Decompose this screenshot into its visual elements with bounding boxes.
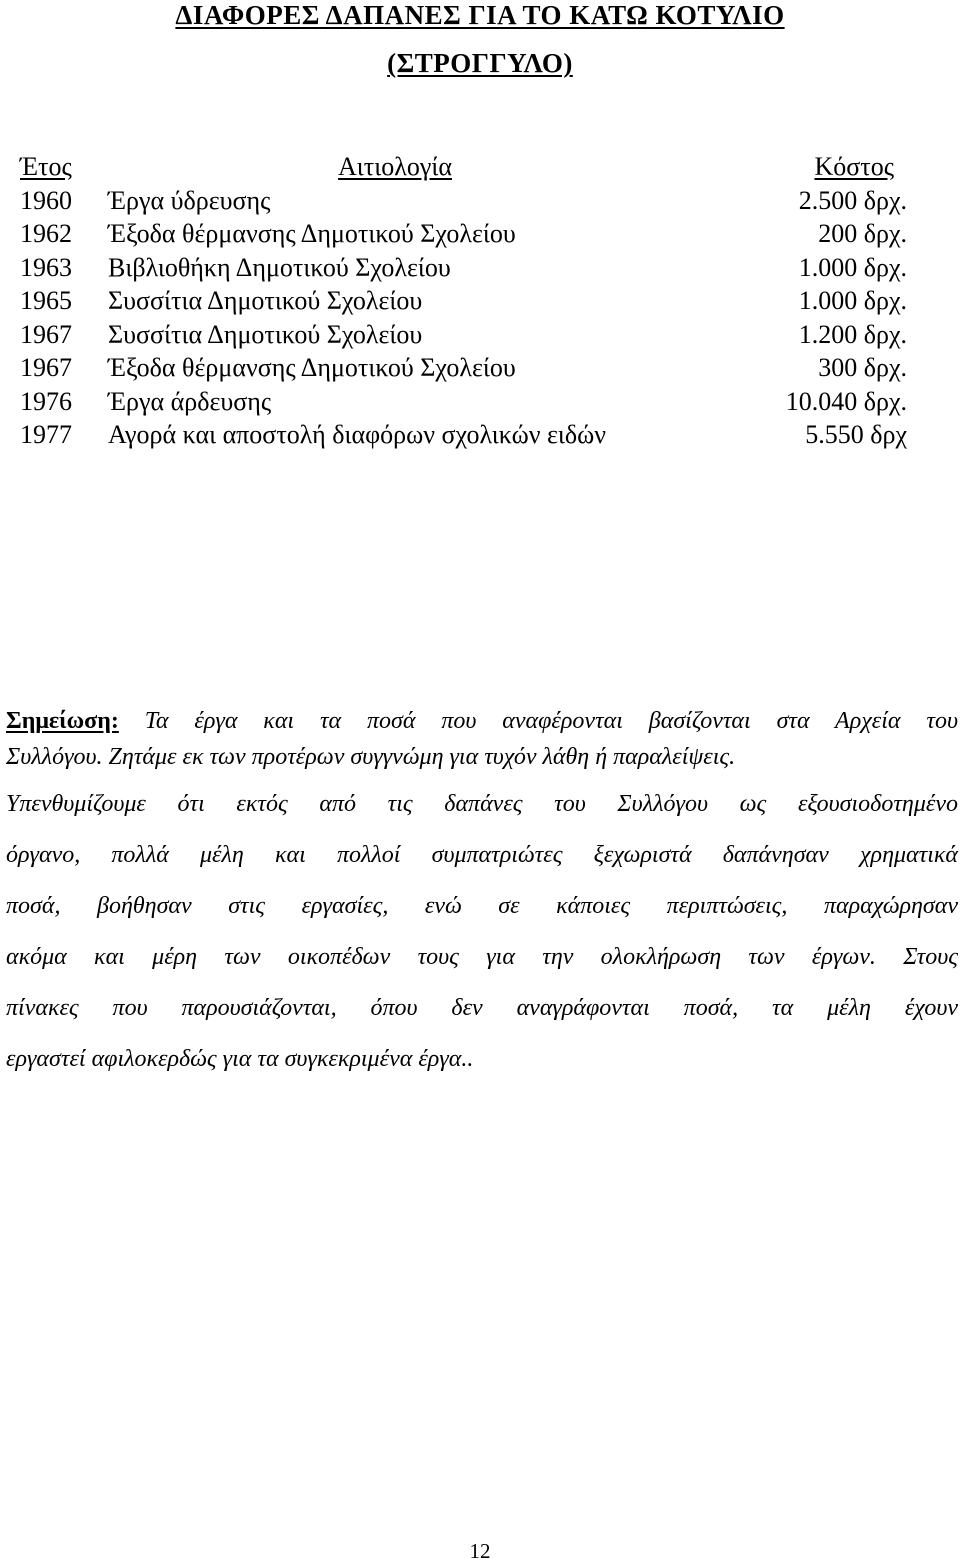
note-line	[6, 703, 958, 739]
table-row	[0, 251, 960, 285]
table-row	[0, 418, 960, 452]
row-year: 1967	[20, 353, 72, 382]
row-cost: 1.200 δρχ.	[798, 319, 907, 349]
row-year: 1965	[20, 286, 72, 315]
header-description: Αιτιολογία	[338, 152, 452, 181]
row-description: Βιβλιοθήκη Δημοτικού Σχολείου	[108, 252, 451, 282]
row-description: Αγορά και αποστολή διαφόρων σχολικών ειδών	[108, 420, 607, 449]
row-cost: 1.000 δρχ.	[798, 286, 907, 315]
row-year: 1963	[20, 252, 72, 282]
header-cost: Κόστος	[814, 152, 894, 181]
row-year: 1962	[20, 219, 72, 248]
table-row	[0, 351, 960, 385]
row-year: 1977	[20, 420, 72, 449]
row-cost: 10.040 δρχ.	[785, 386, 907, 416]
table-row	[0, 284, 960, 318]
row-description: Έξοδα θέρμανσης Δημοτικού Σχολείου	[108, 353, 516, 382]
row-cost: 1.000 δρχ.	[798, 252, 907, 282]
document-title: ΔΙΑΦΟΡΕΣ ΔΑΠΑΝΕΣ ΓΙΑ ΤΟ ΚΑΤΩ ΚΟΤΥΛΙΟ	[175, 0, 785, 30]
row-year: 1967	[20, 319, 72, 349]
table-row	[0, 184, 960, 218]
page-number: 12	[469, 1539, 491, 1563]
row-year: 1960	[20, 185, 72, 215]
row-description: Έργα ύδρευσης	[108, 185, 271, 215]
header-year: Έτος	[20, 152, 72, 181]
note-line: ακόμα και μέρη των οικοπέδων τους για την ολοκλήρωση των έργων. Στους	[6, 944, 958, 970]
row-description: Έξοδα θέρμανσης Δημοτικού Σχολείου	[108, 219, 516, 248]
expenses-table	[0, 150, 960, 452]
table-row	[0, 217, 960, 251]
document-subtitle: (ΣΤΡΟΓΓΥΛΟ)	[387, 48, 573, 78]
note-label: Σημείωση:	[6, 708, 119, 734]
note-line: ποσά, βοήθησαν στις εργασίες, ενώ σε κάποιες περιπτώσεις, παραχώρησαν	[6, 893, 958, 919]
row-cost: 2.500 δρχ.	[798, 185, 907, 215]
row-description: Συσσίτια Δημοτικού Σχολείου	[108, 319, 423, 349]
row-cost: 200 δρχ.	[818, 219, 907, 248]
note-line-text: Τα έργα και τα ποσά που αναφέρονται βασίζονται στα Αρχεία του	[144, 708, 959, 734]
note-line: Υπενθυμίζουμε ότι εκτός από τις δαπάνες του Συλλόγου ως εξουσιοδοτημένο	[6, 791, 958, 817]
table-header-row	[0, 150, 960, 184]
row-description: Συσσίτια Δημοτικού Σχολείου	[108, 286, 423, 315]
note-line: Συλλόγου. Ζητάμε εκ των προτέρων συγγνώμη για τυχόν λάθη ή παραλείψεις.	[6, 744, 736, 770]
note-line: όργανο, πολλά μέλη και πολλοί συμπατριώτες ξεχωριστά δαπάνησαν χρηματικά	[6, 842, 958, 868]
note-line: εργαστεί αφιλοκερδώς για τα συγκεκριμένα έργα..	[6, 1046, 474, 1072]
note-line: πίνακες που παρουσιάζονται, όπου δεν αναγράφονται ποσά, τα μέλη έχουν	[6, 995, 958, 1021]
table-row	[0, 318, 960, 352]
row-year: 1976	[20, 386, 72, 416]
note-paragraph	[6, 703, 958, 1085]
row-description: Έργα άρδευσης	[108, 386, 272, 416]
row-cost: 300 δρχ.	[818, 353, 907, 382]
row-cost: 5.550 δρχ	[805, 420, 907, 449]
table-row	[0, 385, 960, 419]
